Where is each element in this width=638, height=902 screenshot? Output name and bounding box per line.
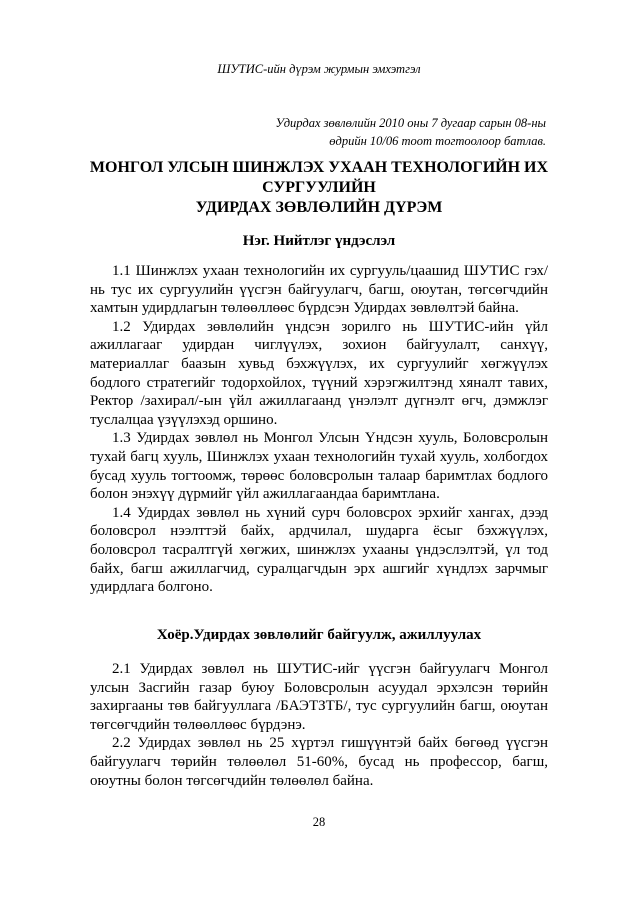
paragraph-2-2: 2.2 Удирдах зөвлөл нь 25 хүртэл гишүүнтэй байх бөгөөд үүсгэн байгуулагч төрийн төлөөлөл 51-60%, бусад нь профессор, багш, оюутны болон төгсөгчдийн төлөөлөл байна. — [90, 735, 548, 789]
paragraph-1-2: 1.2 Удирдах зөвлөлийн үндсэн зорилго нь ШУТИС-ийн үйл ажиллагааг удирдан чиглүүлэх, зохион байгуулалт, санхүү, материаллаг баазын хувьд бэхжүүлэх, их сургуулийг хөгжүүлэх бодлого стратегийг тодорхойлох, түүний хэрэгжилтэнд хяналт тавих, Ректор /захирал/-ын үйл ажиллагаанд үнэлэлт дүгнэлт өгч, дэмжлэг туслалцаа үзүүлэхэд оршино. — [90, 318, 548, 428]
paragraph-1-3: 1.3 Удирдах зөвлөл нь Монгол Улсын Үндсэн хууль, Боловсролын тухай багц хууль, Шинжлэх ухаан технологийн тухай хууль, холбогдох бусад хууль тогтоомж, төрөөс боловсролын талаар баримтлах бодлого болон энэхүү дүрмийг үйл ажиллагаандаа баримтлана. — [90, 430, 548, 503]
document-title — [60, 158, 578, 218]
approval-line-2: өдрийн 10/06 тоот тогтоолоор батлав. — [329, 134, 546, 148]
approval-note — [186, 114, 546, 150]
running-header: ШУТИС-ийн дүрэм журмын эмхэтгэл — [217, 62, 421, 76]
approval-line-1: Удирдах зөвлөлийн 2010 оны 7 дугаар сарын 08-ны — [275, 116, 546, 130]
chapter-2-heading: Хоёр.Удирдах зөвлөлийг байгуулж, ажиллуулах — [156, 627, 482, 643]
title-line-1: МОНГОЛ УЛСЫН ШИНЖЛЭХ УХААН ТЕХНОЛОГИЙН ИХ — [89, 159, 549, 176]
chapter-1-body — [90, 262, 548, 597]
title-line-3: УДИРДАХ ЗӨВЛӨЛИЙН ДҮРЭМ — [195, 199, 443, 216]
paragraph-2-1: 2.1 Удирдах зөвлөл нь ШУТИС-ийг үүсгэн байгуулагч Монгол улсын Засгийн газар буюу Боловсролын асуудал эрхэлсэн төрийн захиргааны төв байгууллага /БАЭТЗТБ/, тус сургуулийн багш, оюутан төгсөгчдийн төлөөллөөс бүрдэнэ. — [90, 661, 548, 733]
paragraph-1-4: 1.4 Удирдах зөвлөл нь хүний сурч боловсрох эрхийг хангах, дээд боловсрол нээлттэй байх, ардчилал, шударга ёсыг бэхжүүлэх, боловсрол тасралтгүй хөгжих, шинжлэх ухааны үндэслэлтэй, үл тод байх, багш ажиллагчид, суралцагчдын эрх ашгийг хүндлэх зарчмыг удирдлага болгоно. — [90, 504, 548, 596]
chapter-2-body — [90, 660, 548, 790]
page-number: 28 — [312, 815, 326, 829]
title-line-2: СУРГУУЛИЙН — [262, 179, 376, 196]
chapter-1-heading: Нэг. Нийтлэг үндэслэл — [242, 233, 396, 249]
paragraph-1-1: 1.1 Шинжлэх ухаан технологийн их сургууль/цаашид ШУТИС гэх/ нь тус их сургуулийн үүсгэн байгуулагч, багш, оюутан, төгсөгчдийн хамтын удирдлагын төлөөллөөс бүрдсэн Удирдах зөвлөлтэй байна. — [90, 263, 548, 317]
